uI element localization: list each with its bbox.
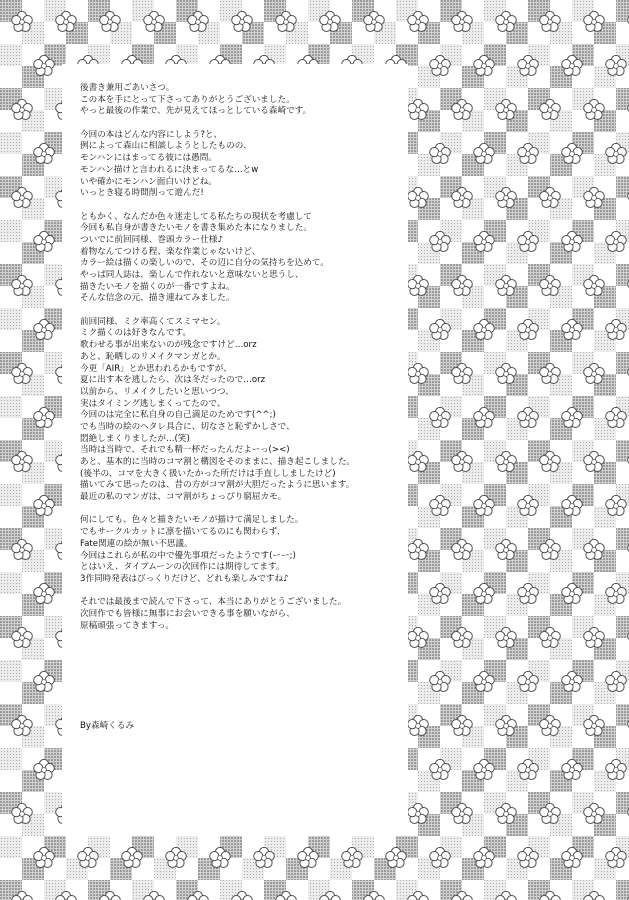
text-line: いっとき寝る時間削って遊んだ! <box>80 188 204 199</box>
flower-center <box>196 20 201 25</box>
flower-center <box>592 724 597 729</box>
text-line: 以前から、リメイクしたいと思いつつ、 <box>80 386 234 397</box>
flower-center <box>240 20 245 25</box>
flower-center <box>20 636 25 641</box>
text-line: 例によって森山に相談しようとしたものの、 <box>80 141 252 152</box>
flower-center <box>570 856 575 861</box>
flower-center <box>42 416 47 421</box>
flower-center <box>460 724 465 729</box>
flower-center <box>526 416 531 421</box>
flower-center <box>416 108 421 113</box>
text-line: 着物なんてつける程、楽な作業じゃないけど、 <box>80 246 261 257</box>
flower-center <box>482 768 487 773</box>
checker-tile <box>616 550 629 572</box>
text-line: 最近の私のマンガは、コマ割がちょっぴり窮屈カモ。 <box>80 492 287 503</box>
text-line: あと、恥晒しのリメイクマンガとか。 <box>80 351 226 362</box>
flower-center <box>504 812 509 817</box>
flower-center <box>460 812 465 817</box>
flower-center <box>614 592 619 597</box>
flower-center <box>482 416 487 421</box>
flower-center <box>86 856 91 861</box>
flower-center <box>614 240 619 245</box>
flower-center <box>526 592 531 597</box>
flower-center <box>504 284 509 289</box>
text-line: 今回の本はどんな内容にしよう?と、 <box>80 129 223 140</box>
checker-tile <box>616 264 629 286</box>
text-line: 今回のは完全に私自身の自己満足のためです(^^;) <box>80 410 276 421</box>
checker-tile <box>0 308 22 330</box>
flower-center <box>20 372 25 377</box>
flower-center <box>548 636 553 641</box>
checker-tile <box>616 352 629 374</box>
flower-center <box>130 856 135 861</box>
text-line: Fate関連の絵が無い不思議。 <box>80 538 193 549</box>
flower-center <box>504 548 509 553</box>
checker-tile <box>616 528 629 550</box>
flower-center <box>20 196 25 201</box>
checker-tile <box>0 330 22 352</box>
text-line: 何にしても、色々と描きたいモノが描けて満足しました。 <box>80 515 304 526</box>
checker-tile <box>616 110 629 132</box>
paragraph-gap <box>80 305 410 317</box>
text-line: 原稿頑張ってきますっ。 <box>80 620 175 631</box>
text-line: 描いてみて思ったのは、昔の方がコマ割が大胆だったように思います。 <box>80 480 355 491</box>
flower-center <box>416 372 421 377</box>
flower-center <box>372 20 377 25</box>
flower-center <box>504 460 509 465</box>
flower-center <box>504 372 509 377</box>
text-line: 歌わせる事が出来ないのが残念ですけど…orz <box>80 340 257 351</box>
text-line: モンハン描けと言われるに決まってるな…とw <box>80 164 259 175</box>
checker-tile <box>616 616 629 638</box>
flower-center <box>42 504 47 509</box>
text-line: でもサークルカットに凛を描いてるのにも関わらず、 <box>80 527 286 538</box>
flower-center <box>394 856 399 861</box>
text-line: ミク描くのは好きなんです。 <box>80 328 192 339</box>
checker-tile <box>0 132 22 154</box>
paragraph-gap <box>80 118 410 130</box>
flower-center <box>482 64 487 69</box>
checker-tile <box>0 484 22 506</box>
flower-center <box>306 856 311 861</box>
flower-center <box>526 856 531 861</box>
flower-center <box>20 20 25 25</box>
flower-center <box>416 460 421 465</box>
checker-tile <box>0 594 22 616</box>
flower-center <box>570 328 575 333</box>
flower-center <box>438 504 443 509</box>
text-line: 当時は当時で、それでも精一杯だったんだよーっ(><) <box>80 445 290 456</box>
flower-center <box>614 328 619 333</box>
flower-center <box>526 328 531 333</box>
checker-tile <box>0 44 22 66</box>
flower-center <box>328 20 333 25</box>
flower-center <box>548 284 553 289</box>
checker-tile <box>0 242 22 264</box>
flower-center <box>570 416 575 421</box>
flower-center <box>20 460 25 465</box>
checker-tile <box>616 286 629 308</box>
flower-center <box>42 856 47 861</box>
flower-center <box>504 724 509 729</box>
flower-center <box>174 856 179 861</box>
flower-center <box>570 592 575 597</box>
text-line: この本を手にとって下さってありがとうございました。 <box>80 94 295 105</box>
checker-tile <box>0 396 22 418</box>
flower-center <box>438 64 443 69</box>
checker-tile <box>616 22 629 44</box>
flower-center <box>416 724 421 729</box>
flower-center <box>570 680 575 685</box>
text-line: モンハンにはまってる彼には愚問。 <box>80 153 217 164</box>
flower-center <box>504 108 509 113</box>
paragraph-gap <box>80 504 410 516</box>
flower-center <box>548 812 553 817</box>
flower-center <box>570 152 575 157</box>
checker-tile <box>0 682 22 704</box>
text-line: カラー絵は描くの楽しいので、その辺に自分の気持ちを込めて。 <box>80 258 329 269</box>
flower-center <box>460 460 465 465</box>
flower-center <box>592 636 597 641</box>
flower-center <box>526 64 531 69</box>
checker-tile <box>616 638 629 660</box>
checker-tile <box>616 198 629 220</box>
flower-center <box>482 328 487 333</box>
checker-tile <box>0 836 22 858</box>
checker-tile <box>0 506 22 528</box>
flower-center <box>416 20 421 25</box>
flower-center <box>592 108 597 113</box>
checker-tile <box>616 726 629 748</box>
flower-center <box>548 108 553 113</box>
text-line: いや確かにモンハン面白いけどね。 <box>80 176 217 187</box>
flower-center <box>64 20 69 25</box>
flower-center <box>108 20 113 25</box>
flower-center <box>460 196 465 201</box>
flower-center <box>438 768 443 773</box>
flower-center <box>592 812 597 817</box>
flower-center <box>42 152 47 157</box>
text-line: 後書き兼用ごあいさつ。 <box>80 83 175 93</box>
text-line: やっと最後の作業で、先が見えてほっとしている森崎です。 <box>80 106 312 117</box>
checker-tile <box>0 858 22 880</box>
flower-center <box>614 152 619 157</box>
flower-center <box>504 196 509 201</box>
checker-tile <box>616 814 629 836</box>
flower-center <box>416 284 421 289</box>
text-line: (後半の、コマを大きく扱いたかった所だけは手直ししましたけど) <box>80 468 336 479</box>
flower-center <box>416 196 421 201</box>
flower-center <box>20 812 25 817</box>
flower-center <box>482 856 487 861</box>
flower-center <box>438 240 443 245</box>
text-line: あと、基本的に当時のコマ割と構図をそのままに、描き起こしました。 <box>80 457 356 467</box>
flower-center <box>614 856 619 861</box>
flower-center <box>218 856 223 861</box>
flower-center <box>284 20 289 25</box>
text-line: 今回も私自身が書きたいモノを書き集めた本になりました。 <box>80 223 312 234</box>
checker-tile <box>616 704 629 726</box>
flower-center <box>570 504 575 509</box>
flower-center <box>526 240 531 245</box>
checker-tile <box>0 660 22 682</box>
flower-center <box>504 20 509 25</box>
text-line: 今回はこれらが私の中で優先事項だったようです(ーー;) <box>80 550 296 561</box>
checker-tile <box>0 154 22 176</box>
flower-center <box>20 724 25 729</box>
flower-center <box>482 680 487 685</box>
flower-center <box>526 680 531 685</box>
flower-center <box>548 724 553 729</box>
text-line: 実はタイミング逃しまくってたので、 <box>80 398 226 409</box>
flower-center <box>460 636 465 641</box>
flower-center <box>570 64 575 69</box>
flower-center <box>438 592 443 597</box>
text-line: でも当時の絵のヘタレ具合に、切なさと恥ずかしさで、 <box>80 421 295 432</box>
text-line: 次回作でも皆様に無事にお会いできる事を願いながら、 <box>80 608 295 619</box>
flower-center <box>548 372 553 377</box>
flower-center <box>548 20 553 25</box>
text-line: そんな信念の元、描き連ねてみました。 <box>80 293 235 304</box>
flower-center <box>42 240 47 245</box>
paragraph-gap <box>80 200 410 212</box>
afterword-text <box>80 83 410 632</box>
flower-center <box>438 152 443 157</box>
text-line: 描きたいモノを描くのが一番ですよね。 <box>80 281 235 292</box>
flower-center <box>416 636 421 641</box>
text-line: 今更「AIR」とか思われるかもですが、 <box>80 363 232 374</box>
checker-tile <box>616 374 629 396</box>
flower-center <box>460 372 465 377</box>
flower-center <box>460 284 465 289</box>
checker-tile <box>0 748 22 770</box>
flower-center <box>20 108 25 113</box>
flower-center <box>438 680 443 685</box>
text-line: 悶絶しまくりましたが…(笑) <box>80 433 190 444</box>
flower-center <box>42 328 47 333</box>
flower-center <box>42 64 47 69</box>
flower-center <box>438 416 443 421</box>
flower-center <box>570 240 575 245</box>
text-line: ともかく、なんだか色々迷走してる私たちの現状を考慮して <box>80 211 312 222</box>
checker-tile <box>616 880 629 900</box>
flower-center <box>548 460 553 465</box>
flower-center <box>416 812 421 817</box>
text-line: ついでに前回同様、巻頭カラー仕様♪ <box>80 234 223 245</box>
flower-center <box>526 504 531 509</box>
flower-center <box>42 680 47 685</box>
text-line: 3作同時発表はびっくりだけど、どれも楽しみですね♪ <box>80 573 289 584</box>
checker-tile <box>616 462 629 484</box>
flower-center <box>262 856 267 861</box>
text-line: それでは最後まで読んで下さって、本当にありがとうございました。 <box>80 597 347 608</box>
flower-center <box>504 636 509 641</box>
flower-center <box>152 20 157 25</box>
signature: By森崎くるみ <box>80 721 134 731</box>
checker-tile <box>616 0 629 22</box>
flower-center <box>460 20 465 25</box>
checker-tile <box>616 176 629 198</box>
text-line: やっぱ同人誌は、楽しんで作れないと意味ないと思うし、 <box>80 270 304 280</box>
checker-tile <box>616 88 629 110</box>
flower-center <box>526 152 531 157</box>
text-line: 夏に出す本を逃したら、次は冬だったので…orz <box>80 375 266 386</box>
flower-center <box>614 680 619 685</box>
flower-center <box>592 460 597 465</box>
flower-center <box>482 152 487 157</box>
flower-center <box>548 196 553 201</box>
flower-center <box>592 548 597 553</box>
flower-center <box>460 548 465 553</box>
text-line: 前回同様、ミク率高くてスミマセン。 <box>80 316 226 327</box>
flower-center <box>570 768 575 773</box>
flower-center <box>614 416 619 421</box>
flower-center <box>592 284 597 289</box>
flower-center <box>438 328 443 333</box>
checker-tile <box>0 770 22 792</box>
flower-center <box>592 372 597 377</box>
flower-center <box>350 856 355 861</box>
flower-center <box>460 108 465 113</box>
flower-center <box>20 284 25 289</box>
flower-center <box>614 768 619 773</box>
text-line: とはいえ、タイプムーンの次回作には期待してます。 <box>80 562 285 573</box>
flower-center <box>20 548 25 553</box>
checker-tile <box>0 66 22 88</box>
flower-center <box>526 768 531 773</box>
checker-tile <box>0 572 22 594</box>
flower-center <box>482 592 487 597</box>
flower-center <box>614 504 619 509</box>
flower-center <box>592 20 597 25</box>
flower-center <box>592 196 597 201</box>
flower-center <box>438 856 443 861</box>
flower-center <box>42 592 47 597</box>
flower-center <box>416 548 421 553</box>
checker-tile <box>0 220 22 242</box>
checker-tile <box>0 418 22 440</box>
checker-tile <box>616 792 629 814</box>
flower-center <box>482 504 487 509</box>
flower-center <box>548 548 553 553</box>
paragraph-gap <box>80 586 410 598</box>
flower-center <box>614 64 619 69</box>
afterword-panel <box>62 64 408 836</box>
flower-center <box>482 240 487 245</box>
flower-center <box>42 768 47 773</box>
checker-tile <box>616 440 629 462</box>
